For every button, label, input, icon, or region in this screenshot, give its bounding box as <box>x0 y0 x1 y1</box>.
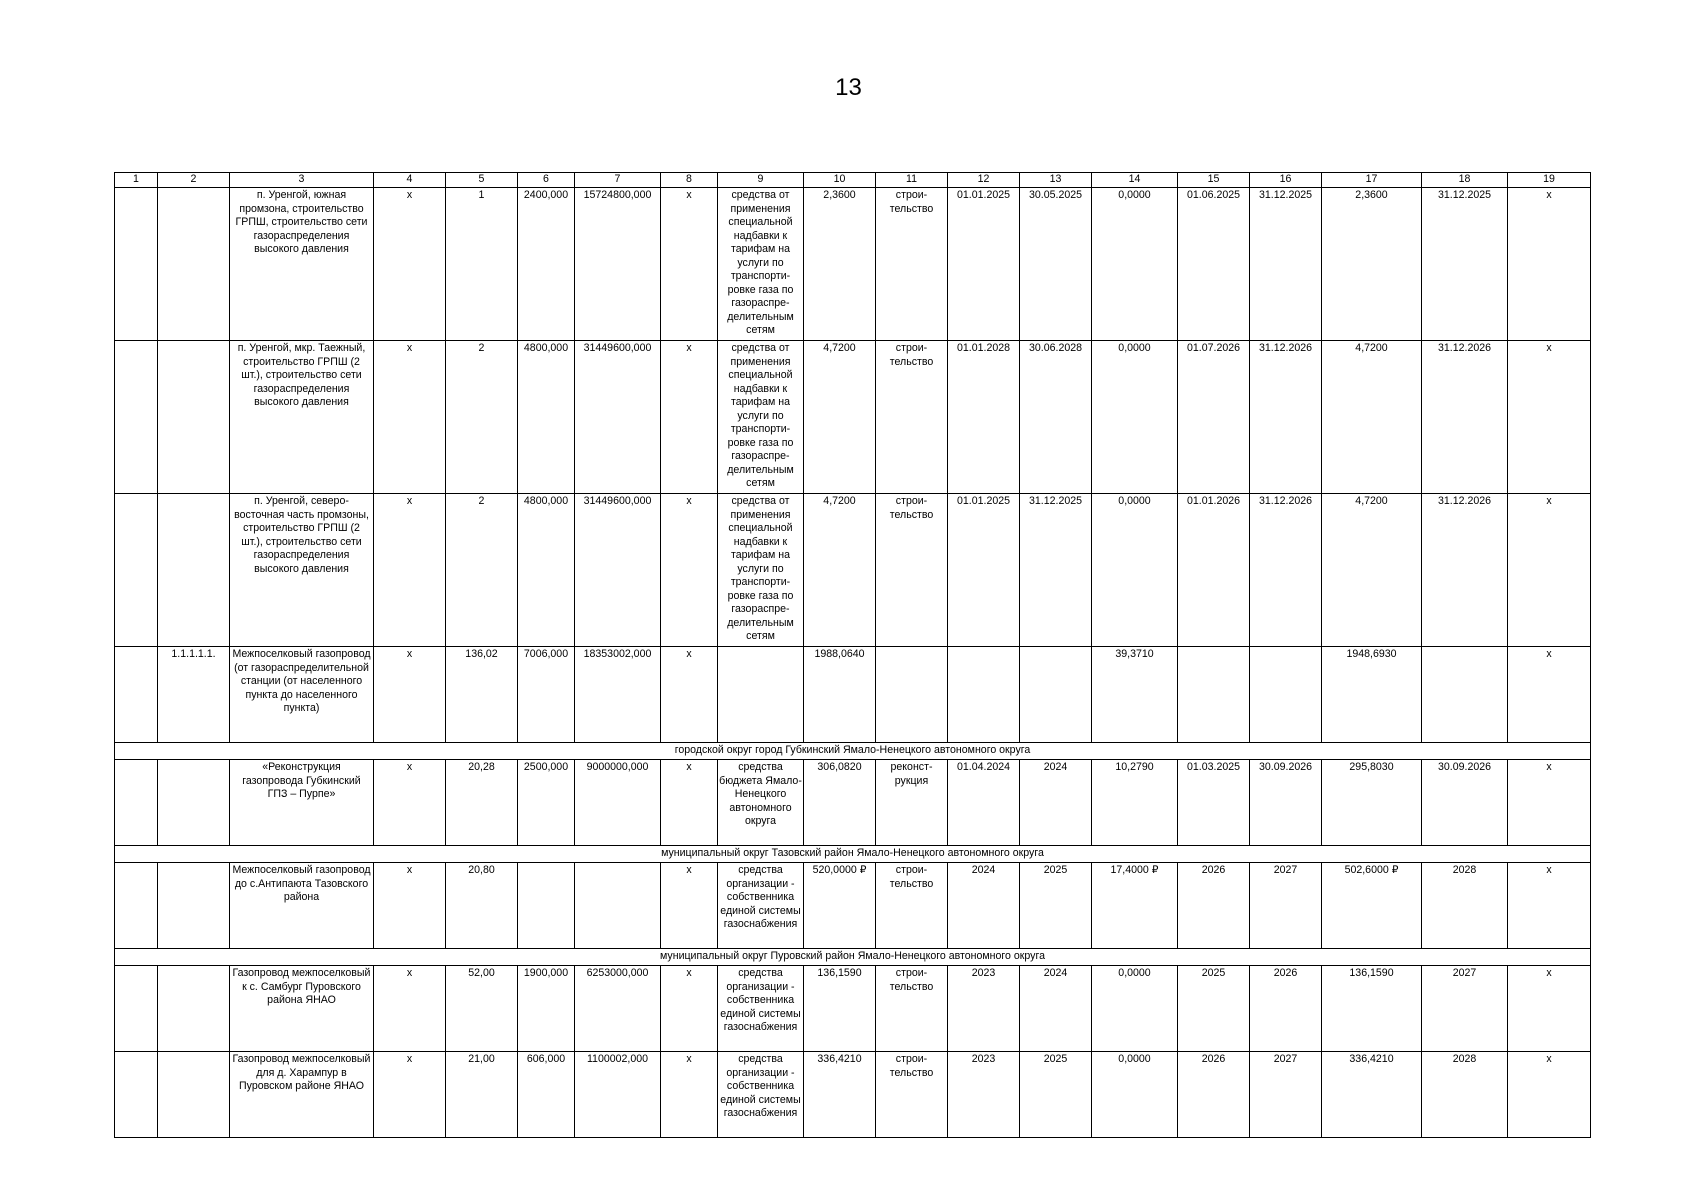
table-cell: 336,4210 <box>804 1052 876 1138</box>
table-cell: х <box>661 1052 718 1138</box>
table-cell: строи-тельство <box>876 494 948 647</box>
table-cell: 1100002,000 <box>575 1052 661 1138</box>
table-cell: строи-тельство <box>876 341 948 494</box>
table-cell: 6253000,000 <box>575 966 661 1052</box>
table-cell: 01.01.2025 <box>948 188 1020 341</box>
table-cell: 30.09.2026 <box>1422 760 1508 846</box>
table-cell: «Реконструкция газопровода Губкинский ГПЗ – Пурпе» <box>230 760 374 846</box>
table-cell: 01.07.2026 <box>1178 341 1250 494</box>
table-cell: 136,02 <box>446 647 518 743</box>
column-header: 17 <box>1322 173 1422 188</box>
table-cell: строи-тельство <box>876 966 948 1052</box>
table-cell: 1 <box>446 188 518 341</box>
table-cell: х <box>1508 863 1591 949</box>
table-cell: 1988,0640 <box>804 647 876 743</box>
table-cell: 2026 <box>1178 1052 1250 1138</box>
table-cell <box>1422 647 1508 743</box>
table-cell: х <box>1508 647 1591 743</box>
table-cell: 01.01.2026 <box>1178 494 1250 647</box>
table-cell: 2400,000 <box>518 188 575 341</box>
table-cell <box>115 863 158 949</box>
table-cell: 520,0000 ₽ <box>804 863 876 949</box>
table-cell: 2024 <box>1020 760 1092 846</box>
table-cell: 31.12.2026 <box>1250 341 1322 494</box>
table-cell <box>948 647 1020 743</box>
table-cell <box>115 494 158 647</box>
table-cell: 01.03.2025 <box>1178 760 1250 846</box>
table-cell: х <box>1508 966 1591 1052</box>
table-cell: х <box>1508 188 1591 341</box>
table-cell: 2027 <box>1250 1052 1322 1138</box>
table-cell: п. Уренгой, мкр. Таежный, строительство ГРПШ (2 шт.), строительство сети газораспределения высокого давления <box>230 341 374 494</box>
table-row <box>115 863 1591 949</box>
table-cell: х <box>661 760 718 846</box>
table-cell: 606,000 <box>518 1052 575 1138</box>
table-cell: 39,3710 <box>1092 647 1178 743</box>
table-cell: 20,80 <box>446 863 518 949</box>
table-cell <box>158 1052 230 1138</box>
column-header: 10 <box>804 173 876 188</box>
table-cell: 31.12.2026 <box>1422 341 1508 494</box>
table-cell: 2027 <box>1422 966 1508 1052</box>
table-cell: 2025 <box>1178 966 1250 1052</box>
table-cell: средства бюджета Ямало-Ненецкого автономного округа <box>718 760 804 846</box>
table-cell: 502,6000 ₽ <box>1322 863 1422 949</box>
table-cell <box>1250 647 1322 743</box>
table-cell: х <box>661 341 718 494</box>
table-cell: х <box>661 188 718 341</box>
table-cell: х <box>374 1052 446 1138</box>
table-cell: 31.12.2026 <box>1422 494 1508 647</box>
table-row <box>115 760 1591 846</box>
table-cell: 01.04.2024 <box>948 760 1020 846</box>
table-cell: 20,28 <box>446 760 518 846</box>
column-header: 13 <box>1020 173 1092 188</box>
table-cell: средства организации - собственника единой системы газоснабжения <box>718 966 804 1052</box>
section-title: муниципальный округ Тазовский район Ямало-Ненецкого автономного округа <box>115 846 1591 863</box>
table-cell: 31449600,000 <box>575 341 661 494</box>
table-cell <box>115 1052 158 1138</box>
column-header: 3 <box>230 173 374 188</box>
column-header: 5 <box>446 173 518 188</box>
table-cell: 31.12.2025 <box>1422 188 1508 341</box>
table-cell: 0,0000 <box>1092 341 1178 494</box>
section-row <box>115 846 1591 863</box>
table-cell <box>575 863 661 949</box>
table-cell <box>518 863 575 949</box>
section-title: муниципальный округ Пуровский район Ямало-Ненецкого автономного округа <box>115 949 1591 966</box>
table-cell: 295,8030 <box>1322 760 1422 846</box>
table-cell: 31.12.2025 <box>1020 494 1092 647</box>
table-cell: 2025 <box>1020 863 1092 949</box>
table-cell: п. Уренгой, южная промзона, строительство ГРПШ, строительство сети газораспределения высокого давления <box>230 188 374 341</box>
table-cell: средства от применения специальной надбавки к тарифам на услуги по транспорти-ровке газа по газораспре-делительным сетям <box>718 341 804 494</box>
table-cell: 2026 <box>1250 966 1322 1052</box>
table-cell: 0,0000 <box>1092 494 1178 647</box>
table-cell: 15724800,000 <box>575 188 661 341</box>
table-cell <box>115 760 158 846</box>
table-cell: 1.1.1.1.1. <box>158 647 230 743</box>
column-header: 8 <box>661 173 718 188</box>
table-cell <box>1020 647 1092 743</box>
column-header: 1 <box>115 173 158 188</box>
table-cell: 21,00 <box>446 1052 518 1138</box>
table-cell: х <box>1508 494 1591 647</box>
table-cell: 136,1590 <box>1322 966 1422 1052</box>
table-cell: 18353002,000 <box>575 647 661 743</box>
table-cell: 2500,000 <box>518 760 575 846</box>
table-cell: строи-тельство <box>876 863 948 949</box>
table-cell: 2028 <box>1422 863 1508 949</box>
table-cell: х <box>374 494 446 647</box>
table-row <box>115 647 1591 743</box>
table-cell <box>158 188 230 341</box>
data-table <box>114 172 1591 1138</box>
table-cell: х <box>374 760 446 846</box>
table-cell: 4800,000 <box>518 494 575 647</box>
table-row <box>115 494 1591 647</box>
table-cell: 10,2790 <box>1092 760 1178 846</box>
table-cell: средства организации - собственника единой системы газоснабжения <box>718 1052 804 1138</box>
table-cell: х <box>374 188 446 341</box>
table-cell: х <box>374 341 446 494</box>
table-cell <box>718 647 804 743</box>
table-cell: 0,0000 <box>1092 188 1178 341</box>
table-cell: 4800,000 <box>518 341 575 494</box>
table-cell: х <box>661 647 718 743</box>
table-cell: 30.09.2026 <box>1250 760 1322 846</box>
table-cell <box>115 647 158 743</box>
table-cell: 1900,000 <box>518 966 575 1052</box>
table-cell: 31449600,000 <box>575 494 661 647</box>
table-cell: 52,00 <box>446 966 518 1052</box>
column-header: 18 <box>1422 173 1508 188</box>
table-cell <box>115 341 158 494</box>
table-row <box>115 1052 1591 1138</box>
table-cell <box>158 966 230 1052</box>
table-cell: 01.01.2025 <box>948 494 1020 647</box>
table-cell: 2026 <box>1178 863 1250 949</box>
table-cell: 2024 <box>948 863 1020 949</box>
table-cell: 2023 <box>948 966 1020 1052</box>
table-cell: 0,0000 <box>1092 966 1178 1052</box>
table-cell: 4,7200 <box>804 494 876 647</box>
table-cell: 1948,6930 <box>1322 647 1422 743</box>
table-cell: 31.12.2025 <box>1250 188 1322 341</box>
page-number: 13 <box>835 74 862 101</box>
table-cell: Межпоселковый газопровод до с.Антипаюта Тазовского района <box>230 863 374 949</box>
table-cell: 9000000,000 <box>575 760 661 846</box>
column-header: 16 <box>1250 173 1322 188</box>
table-cell: 336,4210 <box>1322 1052 1422 1138</box>
section-row <box>115 949 1591 966</box>
table-cell <box>158 760 230 846</box>
table-cell: х <box>374 647 446 743</box>
column-header: 9 <box>718 173 804 188</box>
table-cell: 2025 <box>1020 1052 1092 1138</box>
table-cell: 7006,000 <box>518 647 575 743</box>
column-header: 14 <box>1092 173 1178 188</box>
table-cell: 2023 <box>948 1052 1020 1138</box>
table-cell: х <box>1508 760 1591 846</box>
table-cell: 0,0000 <box>1092 1052 1178 1138</box>
table-cell: Газопровод межпоселковый к с. Самбург Пуровского района ЯНАО <box>230 966 374 1052</box>
table-cell: средства от применения специальной надбавки к тарифам на услуги по транспорти-ровке газа по газораспре-делительным сетям <box>718 494 804 647</box>
table-cell: 4,7200 <box>1322 494 1422 647</box>
table-cell <box>115 188 158 341</box>
table-row <box>115 188 1591 341</box>
table-cell: п. Уренгой, северо-восточная часть промзоны, строительство ГРПШ (2 шт.), строительство сети газораспределения высокого давления <box>230 494 374 647</box>
table-cell <box>158 863 230 949</box>
table-cell: Межпоселковый газопровод (от газораспределительной станции (от населенного пункта до населенного пункта) <box>230 647 374 743</box>
table-cell: 2,3600 <box>1322 188 1422 341</box>
column-header: 15 <box>1178 173 1250 188</box>
column-header: 4 <box>374 173 446 188</box>
table-cell: строи-тельство <box>876 188 948 341</box>
table-cell: строи-тельство <box>876 1052 948 1138</box>
table-cell: средства от применения специальной надбавки к тарифам на услуги по транспорти-ровке газа по газораспре-делительным сетям <box>718 188 804 341</box>
table-cell <box>1178 647 1250 743</box>
table-cell: 01.01.2028 <box>948 341 1020 494</box>
table-cell: 2 <box>446 341 518 494</box>
table-cell: 2028 <box>1422 1052 1508 1138</box>
table-cell: 31.12.2026 <box>1250 494 1322 647</box>
table-cell: 01.06.2025 <box>1178 188 1250 341</box>
table-cell <box>876 647 948 743</box>
table-row <box>115 341 1591 494</box>
section-row <box>115 743 1591 760</box>
table-row <box>115 966 1591 1052</box>
table-cell <box>115 966 158 1052</box>
column-header: 19 <box>1508 173 1591 188</box>
column-header: 12 <box>948 173 1020 188</box>
table-cell: х <box>661 863 718 949</box>
table-cell: 4,7200 <box>804 341 876 494</box>
table-cell: Газопровод межпоселковый для д. Харампур в Пуровском районе ЯНАО <box>230 1052 374 1138</box>
table-cell: 2027 <box>1250 863 1322 949</box>
column-header: 11 <box>876 173 948 188</box>
table-cell: средства организации - собственника единой системы газоснабжения <box>718 863 804 949</box>
table-cell: 2 <box>446 494 518 647</box>
table-cell <box>158 494 230 647</box>
table-cell: 30.05.2025 <box>1020 188 1092 341</box>
table-cell: х <box>1508 341 1591 494</box>
column-header: 7 <box>575 173 661 188</box>
table-cell: 30.06.2028 <box>1020 341 1092 494</box>
table-cell: 17,4000 ₽ <box>1092 863 1178 949</box>
column-header: 2 <box>158 173 230 188</box>
table-cell: реконст-рукция <box>876 760 948 846</box>
table-cell: х <box>374 966 446 1052</box>
table-cell: 306,0820 <box>804 760 876 846</box>
table-cell: х <box>661 966 718 1052</box>
table-cell: 2024 <box>1020 966 1092 1052</box>
table-cell: х <box>661 494 718 647</box>
table-cell: х <box>374 863 446 949</box>
table-cell: 2,3600 <box>804 188 876 341</box>
column-header: 6 <box>518 173 575 188</box>
table-cell: 136,1590 <box>804 966 876 1052</box>
section-title: городской округ город Губкинский Ямало-Ненецкого автономного округа <box>115 743 1591 760</box>
header-row <box>115 173 1591 188</box>
table-cell: х <box>1508 1052 1591 1138</box>
table-cell <box>158 341 230 494</box>
table-cell: 4,7200 <box>1322 341 1422 494</box>
